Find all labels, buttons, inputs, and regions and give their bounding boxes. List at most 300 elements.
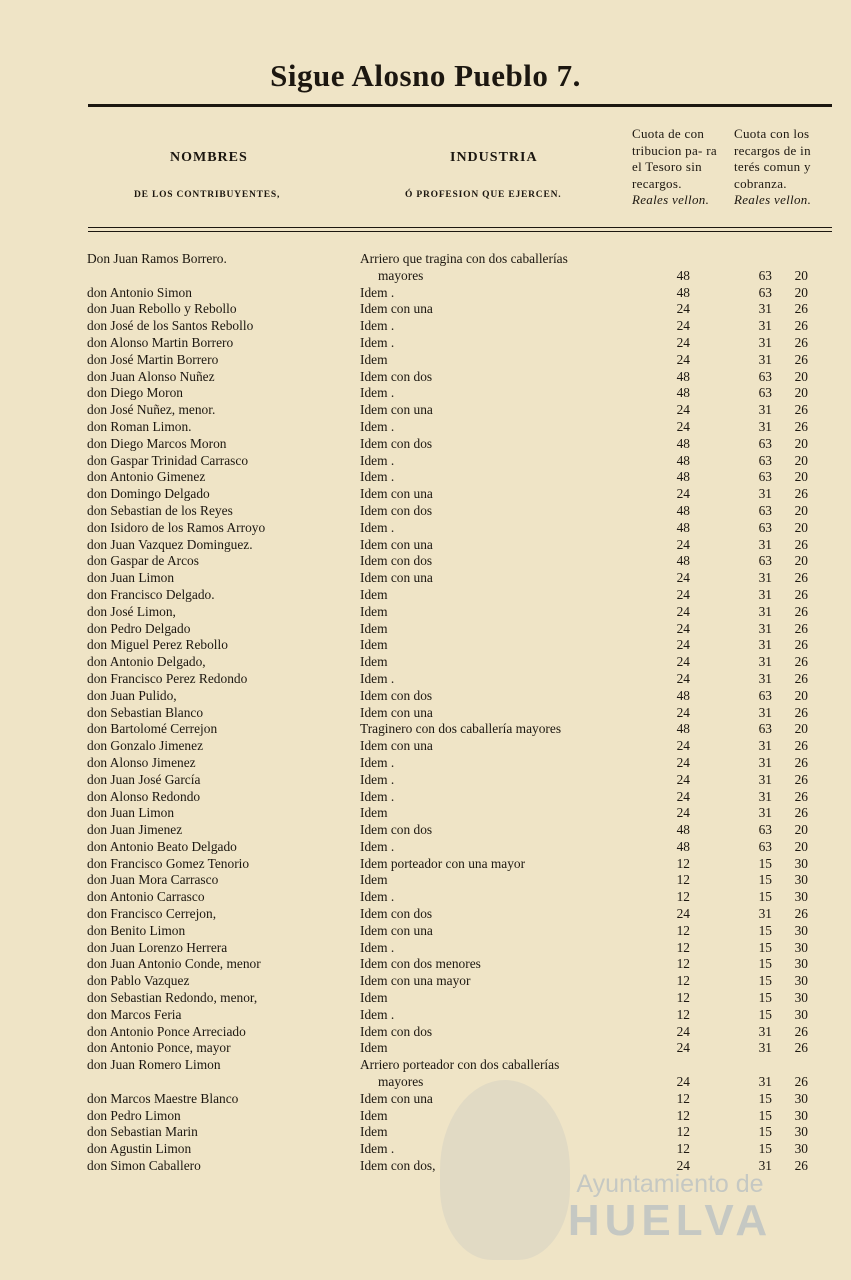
cuota-recargos-reales: 31	[758, 418, 772, 434]
contributor-name: don Juan Alonso Nuñez	[87, 368, 215, 384]
cuota-recargos-reales: 31	[758, 1023, 772, 1039]
cuota-recargos-maravedis: 26	[794, 1040, 808, 1056]
table-row	[0, 705, 851, 722]
cuota-recargos-reales: 63	[758, 502, 772, 518]
table-row	[0, 772, 851, 789]
cuota-recargos-reales: 15	[758, 956, 772, 972]
contributor-name: don Gonzalo Jimenez	[87, 738, 204, 754]
cuota-recargos-maravedis: 26	[794, 318, 808, 334]
profession-cell	[360, 738, 622, 755]
profession-text: Idem con una	[360, 486, 433, 502]
cuota-tesoro-value: 12	[676, 1141, 690, 1157]
table-row	[0, 352, 851, 369]
cuota-recargos-reales: 31	[758, 754, 772, 770]
table-row	[0, 604, 851, 621]
contributor-name: don Antonio Gimenez	[87, 469, 206, 485]
profession-cell	[360, 469, 622, 486]
cuota-recargos-reales: 31	[758, 586, 772, 602]
header-cuota-recargos	[734, 126, 834, 209]
cuota-recargos-maravedis: 26	[794, 637, 808, 653]
table-row	[0, 721, 851, 738]
cuota-tesoro-value: 48	[676, 267, 690, 283]
profession-cell	[360, 621, 622, 638]
profession-text: Idem	[360, 603, 388, 619]
cuota-recargos-maravedis: 26	[794, 620, 808, 636]
cuota-tesoro-value: 24	[676, 620, 690, 636]
profession-text: Idem	[360, 990, 388, 1006]
contributor-name: don Juan Jimenez	[87, 822, 183, 838]
contributor-name: don Isidoro de los Ramos Arroyo	[87, 519, 266, 535]
profession-text: Idem .	[360, 754, 395, 770]
profession-text: Idem con una	[360, 1090, 433, 1106]
cuota-tesoro-value: 24	[676, 754, 690, 770]
profession-text: Traginero con dos caballería mayores	[360, 721, 562, 737]
table-row	[0, 789, 851, 806]
cuota-recargos-reales: 15	[758, 990, 772, 1006]
table-row	[0, 1124, 851, 1141]
table-row	[0, 369, 851, 386]
contributor-name: don Domingo Delgado	[87, 486, 210, 502]
profession-continuation: mayores	[378, 1074, 424, 1090]
contributor-name: don Marcos Feria	[87, 1006, 182, 1022]
table-row	[0, 923, 851, 940]
profession-text: Idem con dos	[360, 1023, 433, 1039]
cuota-recargos-maravedis: 26	[794, 536, 808, 552]
cuota-tesoro-value: 12	[676, 855, 690, 871]
cuota-recargos-reales: 15	[758, 872, 772, 888]
cuota-tesoro-value: 48	[676, 721, 690, 737]
cuota-recargos-reales: 63	[758, 267, 772, 283]
contributor-name: don Alonso Jimenez	[87, 754, 196, 770]
contributor-name: don Alonso Martin Borrero	[87, 334, 234, 350]
table-row	[0, 453, 851, 470]
contributor-name: don Agustin Limon	[87, 1141, 192, 1157]
header-industria: INDUSTRIA	[450, 150, 538, 165]
profession-cell	[360, 335, 622, 352]
cuota-recargos-reales: 63	[758, 553, 772, 569]
profession-text: Idem	[360, 654, 388, 670]
cuota-recargos-reales: 63	[758, 284, 772, 300]
cuota-tesoro-value: 24	[676, 334, 690, 350]
table-row	[0, 486, 851, 503]
table-row	[0, 1057, 851, 1091]
cuota-recargos-maravedis: 20	[794, 435, 808, 451]
cuota-recargos-maravedis: 26	[794, 906, 808, 922]
table-row	[0, 1007, 851, 1024]
cuota-recargos-reales: 31	[758, 1074, 772, 1090]
cuota-recargos-maravedis: 26	[794, 351, 808, 367]
cuota-recargos-reales: 31	[758, 570, 772, 586]
cuota-recargos-reales: 63	[758, 385, 772, 401]
profession-text: Idem con dos	[360, 822, 433, 838]
cuota-tesoro-value: 24	[676, 536, 690, 552]
table-row	[0, 637, 851, 654]
contributor-name: don Simon Caballero	[87, 1158, 201, 1174]
profession-cell	[360, 570, 622, 587]
profession-cell	[360, 553, 622, 570]
profession-cell	[360, 822, 622, 839]
cuota-tesoro-value: 48	[676, 435, 690, 451]
cuota-recargos-maravedis: 30	[794, 1141, 808, 1157]
profession-cell	[360, 385, 622, 402]
cuota-tesoro-value: 24	[676, 570, 690, 586]
contributor-name: don Antonio Simon	[87, 284, 192, 300]
contributor-name: don Pablo Vazquez	[87, 973, 190, 989]
profession-cell	[360, 251, 622, 283]
cuota-recargos-reales: 31	[758, 738, 772, 754]
contributor-name: don Diego Marcos Moron	[87, 435, 227, 451]
cuota-recargos-reales: 31	[758, 318, 772, 334]
profession-cell	[360, 705, 622, 722]
profession-cell	[360, 637, 622, 654]
cuota-recargos-maravedis: 20	[794, 452, 808, 468]
contributor-name: don Diego Moron	[87, 385, 183, 401]
cuota-recargos-maravedis: 20	[794, 687, 808, 703]
cuota-recargos-maravedis: 20	[794, 385, 808, 401]
profession-cell	[360, 923, 622, 940]
table-row	[0, 805, 851, 822]
contributor-name: don Francisco Cerrejon,	[87, 906, 217, 922]
cuota-tesoro-value: 24	[676, 704, 690, 720]
cuota-recargos-reales: 31	[758, 486, 772, 502]
profession-text: Idem con una	[360, 570, 433, 586]
table-row	[0, 570, 851, 587]
table-row	[0, 1024, 851, 1041]
cuota-recargos-reales: 31	[758, 402, 772, 418]
cuota-tesoro-value: 12	[676, 956, 690, 972]
profession-text: Idem .	[360, 452, 395, 468]
profession-text: Idem	[360, 872, 388, 888]
profession-cell	[360, 503, 622, 520]
contributor-name: don Roman Limon.	[87, 418, 192, 434]
cuota-recargos-reales: 15	[758, 973, 772, 989]
cuota-recargos-maravedis: 20	[794, 368, 808, 384]
cuota-recargos-maravedis: 20	[794, 553, 808, 569]
profession-text: Idem .	[360, 670, 395, 686]
cuota-tesoro-value: 12	[676, 1124, 690, 1140]
cuota-tesoro-value: 48	[676, 284, 690, 300]
table-row	[0, 436, 851, 453]
profession-text: Idem .	[360, 519, 395, 535]
cuota-recargos-reales: 31	[758, 670, 772, 686]
table-row	[0, 503, 851, 520]
cuota-tesoro-value: 24	[676, 771, 690, 787]
cuota-recargos-maravedis: 20	[794, 519, 808, 535]
profession-text: Idem .	[360, 318, 395, 334]
cuota-recargos-maravedis: 30	[794, 1090, 808, 1106]
profession-cell	[360, 318, 622, 335]
cuota-recargos-maravedis: 30	[794, 990, 808, 1006]
cuota-recargos-reales: 31	[758, 788, 772, 804]
profession-cell	[360, 805, 622, 822]
contributor-name: don Sebastian Marin	[87, 1124, 198, 1140]
cuota-recargos-maravedis: 20	[794, 284, 808, 300]
profession-continuation: mayores	[378, 267, 424, 283]
contributor-name: don Antonio Beato Delgado	[87, 838, 237, 854]
contributor-name: don Alonso Redondo	[87, 788, 201, 804]
table-row	[0, 956, 851, 973]
cuota-recargos-reales: 31	[758, 906, 772, 922]
profession-text: Idem con una mayor	[360, 973, 471, 989]
contributor-name: don Juan Rebollo y Rebollo	[87, 301, 237, 317]
profession-text: Idem .	[360, 939, 395, 955]
cuota-recargos-reales: 31	[758, 637, 772, 653]
profession-text: Idem	[360, 351, 388, 367]
cuota-recargos-reales: 31	[758, 620, 772, 636]
table-row	[0, 587, 851, 604]
cuota-tesoro-value: 12	[676, 973, 690, 989]
profession-text: Idem .	[360, 889, 395, 905]
profession-cell	[360, 973, 622, 990]
table-row	[0, 1091, 851, 1108]
cuota-tesoro-value: 48	[676, 502, 690, 518]
cuota-tesoro-value: 12	[676, 922, 690, 938]
contributor-name: Don Juan Ramos Borrero.	[87, 251, 227, 266]
profession-cell	[360, 990, 622, 1007]
contributor-name: don Antonio Ponce, mayor	[87, 1040, 231, 1056]
cuota-recargos-maravedis: 30	[794, 889, 808, 905]
cuota-tesoro-value: 12	[676, 872, 690, 888]
cuota-tesoro-value: 12	[676, 1107, 690, 1123]
profession-text: Idem porteador con una mayor	[360, 855, 526, 871]
profession-cell	[360, 1040, 622, 1057]
profession-cell	[360, 419, 622, 436]
cuota-tesoro-value: 24	[676, 654, 690, 670]
contributor-name: don Gaspar Trinidad Carrasco	[87, 452, 249, 468]
profession-cell	[360, 352, 622, 369]
header-cuota-tesoro-unit: Reales vellon.	[632, 192, 710, 207]
cuota-recargos-reales: 15	[758, 922, 772, 938]
profession-cell	[360, 671, 622, 688]
header-cuota-recargos-unit: Reales vellon.	[734, 192, 812, 207]
contributor-name: don Pedro Limon	[87, 1107, 181, 1123]
cuota-recargos-maravedis: 30	[794, 855, 808, 871]
profession-cell	[360, 856, 622, 873]
profession-cell	[360, 1057, 622, 1090]
cuota-tesoro-value: 48	[676, 452, 690, 468]
cuota-tesoro-value: 24	[676, 486, 690, 502]
table-row	[0, 285, 851, 302]
profession-cell	[360, 520, 622, 537]
cuota-recargos-reales: 63	[758, 435, 772, 451]
cuota-tesoro-value: 12	[676, 939, 690, 955]
table-row	[0, 520, 851, 537]
cuota-tesoro-value: 48	[676, 838, 690, 854]
cuota-tesoro-value: 24	[676, 1040, 690, 1056]
profession-text: Idem .	[360, 1006, 395, 1022]
contributor-name: don Juan Pulido,	[87, 687, 177, 703]
watermark-line2: HUELVA	[567, 1196, 773, 1245]
profession-text: Idem .	[360, 284, 395, 300]
profession-text: Idem	[360, 1107, 388, 1123]
cuota-recargos-maravedis: 26	[794, 486, 808, 502]
profession-cell	[360, 755, 622, 772]
cuota-recargos-maravedis: 26	[794, 1158, 808, 1174]
cuota-tesoro-value: 48	[676, 687, 690, 703]
table-row	[0, 1141, 851, 1158]
profession-text: Idem con dos	[360, 502, 433, 518]
cuota-recargos-reales: 31	[758, 654, 772, 670]
cuota-tesoro-value: 24	[676, 788, 690, 804]
profession-cell	[360, 906, 622, 923]
header-industria-sub: Ó PROFESION QUE EJERCEN.	[405, 190, 562, 200]
cuota-recargos-maravedis: 30	[794, 956, 808, 972]
profession-cell	[360, 436, 622, 453]
table-row	[0, 469, 851, 486]
cuota-tesoro-value: 24	[676, 318, 690, 334]
contributor-name: don Juan Mora Carrasco	[87, 872, 219, 888]
contributor-name: don Juan Limon	[87, 805, 175, 821]
cuota-recargos-reales: 31	[758, 1158, 772, 1174]
cuota-tesoro-value: 48	[676, 822, 690, 838]
cuota-recargos-maravedis: 26	[794, 754, 808, 770]
table-row	[0, 654, 851, 671]
contributor-name: don Antonio Delgado,	[87, 654, 206, 670]
header-cuota-tesoro-text: Cuota de con tribucion pa- ra el Tesoro sin recargos.	[632, 126, 717, 191]
cuota-recargos-maravedis: 30	[794, 1006, 808, 1022]
cuota-tesoro-value: 24	[676, 418, 690, 434]
profession-text: Idem con dos	[360, 906, 433, 922]
cuota-recargos-reales: 63	[758, 368, 772, 384]
profession-text: Idem .	[360, 838, 395, 854]
cuota-recargos-maravedis: 26	[794, 334, 808, 350]
profession-text: Arriero porteador con dos caballerías	[360, 1057, 560, 1073]
watermark	[520, 1170, 820, 1243]
contributor-name: don Juan José García	[87, 771, 201, 787]
contributor-name: don Gaspar de Arcos	[87, 553, 199, 569]
cuota-recargos-maravedis: 26	[794, 301, 808, 317]
cuota-recargos-maravedis: 26	[794, 1074, 808, 1090]
table-row	[0, 755, 851, 772]
contributor-name: don Bartolomé Cerrejon	[87, 721, 218, 737]
cuota-recargos-maravedis: 30	[794, 922, 808, 938]
cuota-recargos-reales: 15	[758, 1090, 772, 1106]
contributor-name: don José de los Santos Rebollo	[87, 318, 254, 334]
profession-cell	[360, 453, 622, 470]
cuota-recargos-reales: 15	[758, 939, 772, 955]
profession-cell	[360, 889, 622, 906]
profession-text: Idem	[360, 1040, 388, 1056]
profession-cell	[360, 537, 622, 554]
profession-cell	[360, 789, 622, 806]
cuota-recargos-reales: 63	[758, 469, 772, 485]
table-row	[0, 906, 851, 923]
table-row	[0, 251, 851, 285]
cuota-recargos-reales: 63	[758, 822, 772, 838]
cuota-recargos-maravedis: 20	[794, 822, 808, 838]
cuota-recargos-maravedis: 20	[794, 838, 808, 854]
table-row	[0, 537, 851, 554]
title-rule	[88, 104, 832, 107]
cuota-recargos-maravedis: 26	[794, 704, 808, 720]
profession-cell	[360, 654, 622, 671]
cuota-recargos-reales: 15	[758, 1006, 772, 1022]
table-row	[0, 973, 851, 990]
cuota-recargos-maravedis: 26	[794, 418, 808, 434]
contributor-name: don Miguel Perez Rebollo	[87, 637, 228, 653]
cuota-tesoro-value: 24	[676, 1158, 690, 1174]
contributor-name: don Juan Vazquez Dominguez.	[87, 536, 253, 552]
cuota-tesoro-value: 48	[676, 519, 690, 535]
profession-text: Idem .	[360, 418, 395, 434]
cuota-recargos-maravedis: 30	[794, 973, 808, 989]
contributor-name: don Juan Limon	[87, 570, 175, 586]
profession-text: Idem	[360, 620, 388, 636]
cuota-recargos-reales: 63	[758, 721, 772, 737]
profession-cell	[360, 369, 622, 386]
table-row	[0, 990, 851, 1007]
table-row	[0, 385, 851, 402]
profession-text: Idem con dos	[360, 687, 433, 703]
profession-cell	[360, 587, 622, 604]
profession-cell	[360, 285, 622, 302]
profession-text: Idem .	[360, 788, 395, 804]
table-row	[0, 553, 851, 570]
table-row	[0, 1108, 851, 1125]
profession-cell	[360, 1007, 622, 1024]
cuota-recargos-maravedis: 26	[794, 586, 808, 602]
cuota-recargos-maravedis: 26	[794, 805, 808, 821]
cuota-tesoro-value: 48	[676, 469, 690, 485]
profession-cell	[360, 772, 622, 789]
profession-cell	[360, 839, 622, 856]
cuota-recargos-maravedis: 20	[794, 469, 808, 485]
table-row	[0, 688, 851, 705]
cuota-recargos-maravedis: 26	[794, 788, 808, 804]
contributor-name: don Francisco Gomez Tenorio	[87, 855, 250, 871]
profession-text: Idem con dos	[360, 553, 433, 569]
watermark-line1: Ayuntamiento de	[576, 1170, 764, 1198]
table-row	[0, 822, 851, 839]
contributors-table	[0, 251, 851, 1175]
cuota-recargos-maravedis: 30	[794, 1124, 808, 1140]
contributor-name: don Antonio Ponce Arreciado	[87, 1023, 246, 1039]
profession-cell	[360, 301, 622, 318]
profession-text: Arriero que tragina con dos caballerías	[360, 251, 568, 266]
header-nombres: NOMBRES	[170, 150, 248, 165]
contributor-name: don Benito Limon	[87, 922, 186, 938]
contributor-name: don Sebastian de los Reyes	[87, 502, 233, 518]
profession-text: Idem .	[360, 334, 395, 350]
cuota-recargos-reales: 63	[758, 519, 772, 535]
contributor-name: don Antonio Carrasco	[87, 889, 205, 905]
cuota-tesoro-value: 24	[676, 738, 690, 754]
cuota-recargos-reales: 63	[758, 838, 772, 854]
cuota-tesoro-value: 24	[676, 301, 690, 317]
cuota-recargos-reales: 31	[758, 334, 772, 350]
cuota-recargos-reales: 15	[758, 1141, 772, 1157]
table-row	[0, 335, 851, 352]
cuota-tesoro-value: 12	[676, 990, 690, 1006]
header-rule-bottom	[88, 231, 832, 232]
cuota-recargos-maravedis: 30	[794, 939, 808, 955]
cuota-tesoro-value: 24	[676, 670, 690, 686]
cuota-recargos-maravedis: 30	[794, 872, 808, 888]
cuota-tesoro-value: 12	[676, 1090, 690, 1106]
contributor-name: don Marcos Maestre Blanco	[87, 1090, 239, 1106]
cuota-tesoro-value: 24	[676, 603, 690, 619]
profession-cell	[360, 956, 622, 973]
cuota-recargos-reales: 63	[758, 452, 772, 468]
cuota-recargos-reales: 31	[758, 704, 772, 720]
cuota-tesoro-value: 24	[676, 1023, 690, 1039]
profession-text: Idem con dos	[360, 368, 433, 384]
cuota-recargos-maravedis: 26	[794, 771, 808, 787]
profession-text: Idem .	[360, 469, 395, 485]
cuota-recargos-maravedis: 26	[794, 603, 808, 619]
profession-text: Idem .	[360, 771, 395, 787]
table-row	[0, 839, 851, 856]
